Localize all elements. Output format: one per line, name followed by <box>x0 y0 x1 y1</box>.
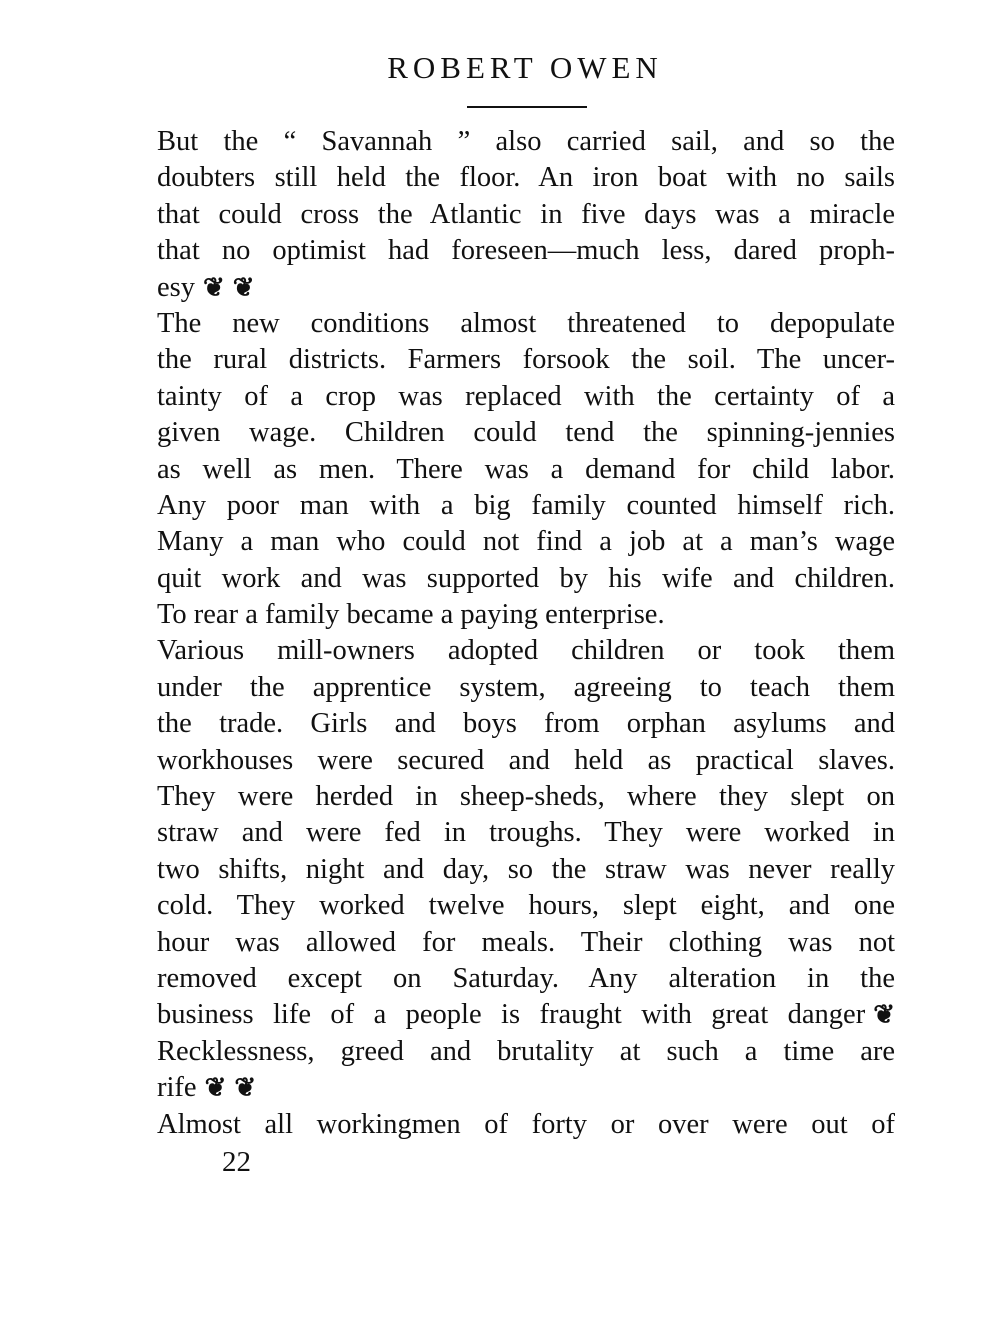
text-line <box>157 779 895 815</box>
text-line <box>157 815 895 851</box>
text-line <box>157 961 895 997</box>
text-line-content: esy <box>157 271 195 303</box>
text-line-content: hour was allowed for meals. Their clothing was not <box>157 926 895 958</box>
text-line-content: workhouses were secured and held as practical slaves. <box>157 744 895 776</box>
text-line-content: that could cross the Atlantic in five days was a miracle <box>157 198 895 230</box>
text-line-content: straw and were fed in troughs. They were worked in <box>157 817 895 849</box>
text-line <box>157 925 895 961</box>
text-line <box>157 124 895 160</box>
title-rule <box>467 106 587 108</box>
text-line <box>157 452 895 488</box>
text-line <box>157 379 895 415</box>
text-line <box>157 342 895 378</box>
page-body-text <box>157 124 895 1143</box>
text-line-content: To rear a family became a paying enterprise. <box>157 599 665 631</box>
text-line <box>157 743 895 779</box>
text-line-content: quit work and was supported by his wife and children. <box>157 562 895 594</box>
fleuron-icon <box>203 270 225 306</box>
text-line-content: removed except on Saturday. Any alteration in the <box>157 962 895 994</box>
text-line-content: They were herded in sheep-sheds, where they slept on <box>157 781 895 813</box>
text-line-content: Various mill-owners adopted children or took them <box>157 635 895 667</box>
text-line <box>157 160 895 196</box>
text-line <box>157 633 895 669</box>
text-line-content: two shifts, night and day, so the straw was never really <box>157 853 895 885</box>
text-line <box>157 561 895 597</box>
text-line-content: cold. They worked twelve hours, slept eight, and one <box>157 890 895 922</box>
text-line <box>157 415 895 451</box>
text-line <box>157 524 895 560</box>
text-line <box>157 1070 895 1106</box>
text-line <box>157 1107 895 1143</box>
page-number: 22 <box>222 1146 251 1178</box>
text-line-content: rife <box>157 1072 197 1104</box>
text-line-content: But the “ Savannah ” also carried sail, and so the <box>157 126 895 157</box>
text-line <box>157 997 895 1033</box>
text-line <box>157 233 895 269</box>
text-line-content: doubters still held the floor. An iron boat with no sails <box>157 162 895 194</box>
text-line-content: the trade. Girls and boys from orphan asylums and <box>157 708 895 740</box>
text-line-content: under the apprentice system, agreeing to teach them <box>157 671 895 703</box>
text-line-content: that no optimist had foreseen—much less, dared proph- <box>157 235 895 267</box>
text-line-content: Almost all workingmen of forty or over were out of <box>157 1108 895 1140</box>
fleuron-icon <box>205 1070 227 1106</box>
fleuron-icon <box>234 1070 256 1106</box>
running-title: ROBERT OWEN <box>387 50 663 85</box>
text-line-content: given wage. Children could tend the spinning-jennies <box>157 417 895 449</box>
text-line <box>157 488 895 524</box>
text-line <box>157 888 895 924</box>
text-line-content: Recklessness, greed and brutality at such a time are <box>157 1035 895 1067</box>
text-line <box>157 1034 895 1070</box>
text-line <box>157 270 895 306</box>
text-line <box>157 197 895 233</box>
text-line-content: tainty of a crop was replaced with the certainty of a <box>157 380 895 412</box>
text-line-content: Many a man who could not find a job at a man’s wage <box>157 526 895 558</box>
text-line-content: as well as men. There was a demand for child labor. <box>157 453 895 485</box>
fleuron-icon <box>233 270 255 306</box>
text-line-content: the rural districts. Farmers forsook the soil. The uncer- <box>157 344 895 376</box>
text-line-content: Any poor man with a big family counted himself rich. <box>157 489 895 521</box>
text-line <box>157 597 895 633</box>
text-line <box>157 670 895 706</box>
text-line <box>157 706 895 742</box>
text-line-content: business life of a people is fraught with great danger <box>157 999 866 1031</box>
text-line-content: The new conditions almost threatened to depopulate <box>157 307 895 339</box>
fleuron-icon <box>873 997 895 1033</box>
text-line <box>157 852 895 888</box>
text-line <box>157 306 895 342</box>
